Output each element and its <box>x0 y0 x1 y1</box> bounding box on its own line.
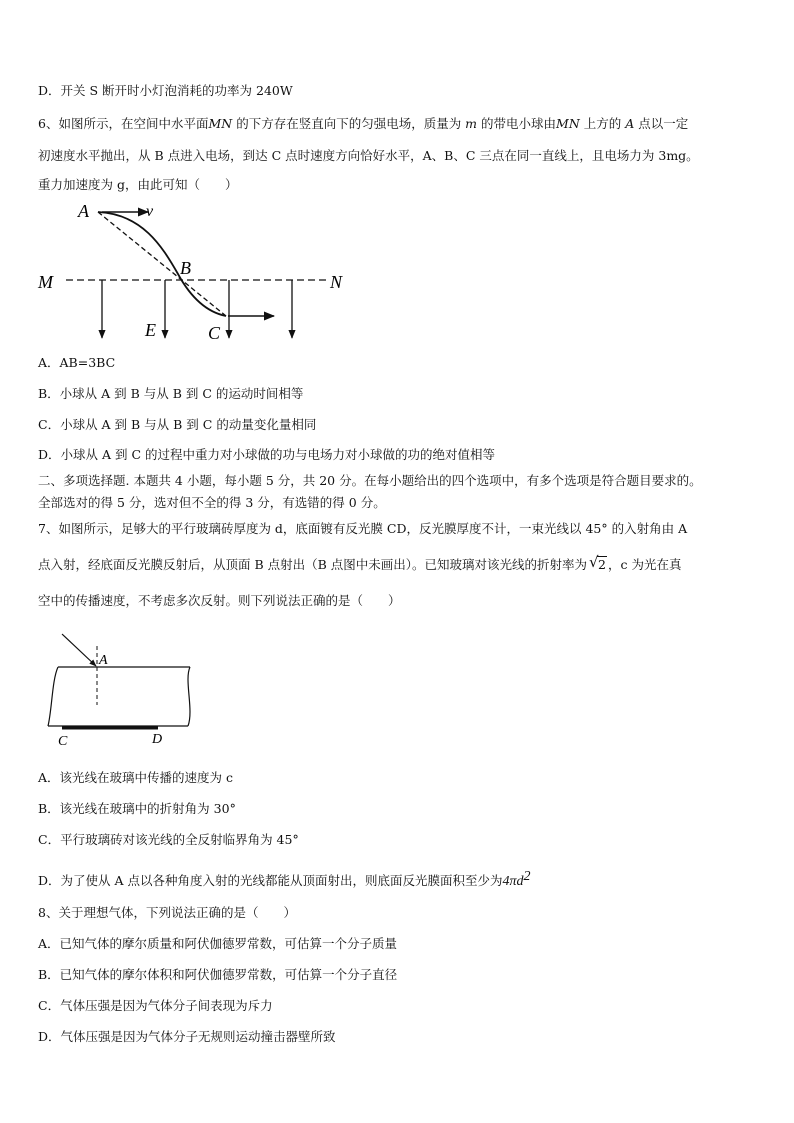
q6-option-d: D．小球从 A 到 C 的过程中重力对小球做的功与电场力对小球做的功的绝对值相等 <box>38 447 496 462</box>
q8-stem: 8、关于理想气体，下列说法正确的是（ ） <box>38 905 296 920</box>
q7-stem-line2: 点入射，经底面反光膜反射后，从顶面 B 点射出（B 点图中未画出）。已知玻璃对该光线的折射率为 √ 2 ，c 为光在真 <box>38 553 682 572</box>
label-v: v <box>146 203 154 220</box>
label-c: C <box>58 734 68 749</box>
label-a: A <box>99 653 108 668</box>
q6-stem-line1: 6、如图所示，在空间中水平面MN 的下方存在竖直向下的匀强电场，质量为 m 的带电小球由MN 上方的 A 点以一定 <box>38 116 689 131</box>
q6-stem-line2: 初速度水平抛出，从 B 点进入电场，到达 C 点时速度方向恰好水平，A、B、C 三点在同一直线上，且电场力为 3mg。 <box>38 148 699 163</box>
q7-option-a: A．该光线在玻璃中传播的速度为 c <box>38 770 234 785</box>
q8-option-a: A．已知气体的摩尔质量和阿伏伽德罗常数，可估算一个分子质量 <box>38 936 398 951</box>
q6-option-b: B．小球从 A 到 B 与从 B 到 C 的运动时间相等 <box>38 386 304 401</box>
q6-figure <box>30 196 360 346</box>
incident-ray <box>62 634 96 666</box>
q6-option-c: C．小球从 A 到 B 与从 B 到 C 的动量变化量相同 <box>38 417 317 432</box>
label-n: N <box>330 272 343 292</box>
q6-stem-line3: 重力加速度为 g，由此可知（ ） <box>38 177 238 192</box>
label-m: M <box>38 272 53 292</box>
q7-stem-line1: 7、如图所示，足够大的平行玻璃砖厚度为 d，底面镀有反光膜 CD，反光膜厚度不计，一束光线以 45° 的入射角由 A <box>38 521 688 536</box>
q7-option-d: D．为了使从 A 点以各种角度入射的光线都能从顶面射出，则底面反光膜面积至少为$4\pi d^2$ <box>38 869 531 890</box>
section2-line2: 全部选对的得 5 分，选对但不全的得 3 分，有选错的得 0 分。 <box>38 495 386 510</box>
label-c: C <box>208 323 221 343</box>
section2-line1: 二、多项选择题. 本题共 4 小题，每小题 5 分，共 20 分。在每小题给出的四个选项中，有多个选项是符合题目要求的。 <box>38 473 702 488</box>
q8-option-b: B．已知气体的摩尔体积和阿伏伽德罗常数，可估算一个分子直径 <box>38 967 398 982</box>
q5-option-d: D．开关 S 断开时小灯泡消耗的功率为 240W <box>38 83 293 98</box>
label-e: E <box>145 320 156 340</box>
q8-option-d: D．气体压强是因为气体分子无规则运动撞击器壁所致 <box>38 1029 336 1044</box>
q6-option-a: A．AB=3BC <box>38 355 116 370</box>
sqrt-expression: √ 2 <box>589 553 606 572</box>
q7-figure <box>40 630 210 750</box>
q7-option-c: C．平行玻璃砖对该光线的全反射临界角为 45° <box>38 832 299 847</box>
label-b: B <box>180 258 191 278</box>
glass-left-edge <box>48 667 58 726</box>
q7-stem-line3: 空中的传播速度，不考虑多次反射。则下列说法正确的是（ ） <box>38 593 401 608</box>
q7-option-b: B．该光线在玻璃中的折射角为 30° <box>38 801 236 816</box>
abc-dashed-line <box>98 212 226 316</box>
q8-option-c: C．气体压强是因为气体分子间表现为斥力 <box>38 998 273 1013</box>
glass-right-edge <box>188 667 190 726</box>
label-a: A <box>78 201 89 221</box>
label-d: D <box>152 732 163 747</box>
